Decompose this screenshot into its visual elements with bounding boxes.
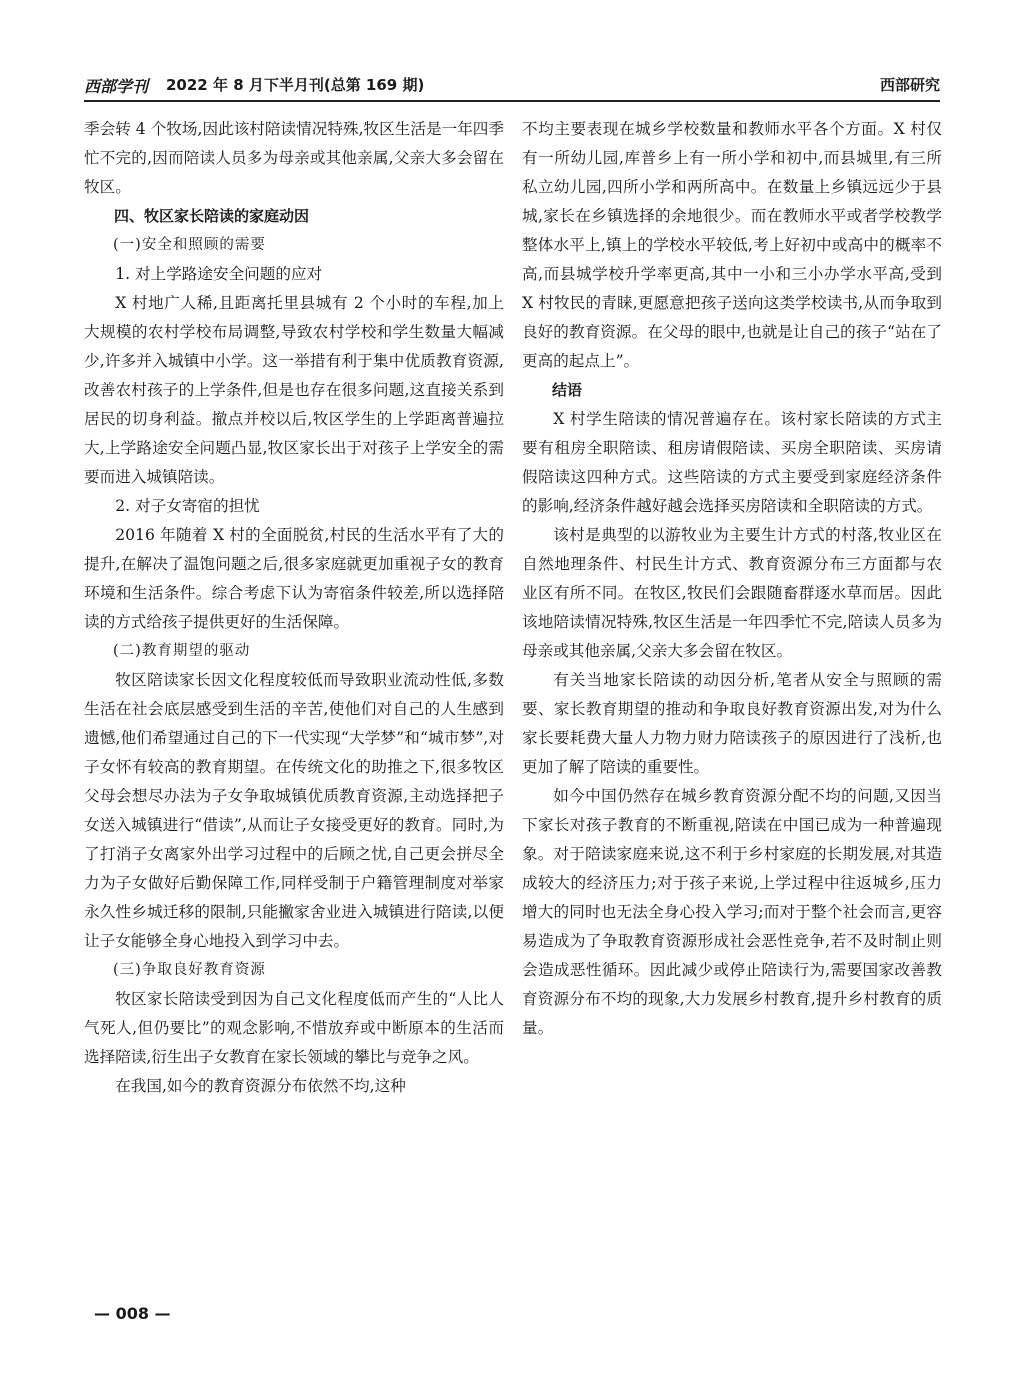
page-number: — 008 — — [94, 1304, 171, 1323]
subsection-heading: (三)争取良好教育资源 — [113, 962, 266, 978]
paragraph: X 村学生陪读的情况普遍存在。该村家长陪读的方式主要有租房全职陪读、租房请假陪读、买房全职陪读、买房请假陪读这四种方式。这些陪读的方式主要受到家庭经济条件的影响,经济条件越好越会选择买房陪读和全职陪读的方式。 — [522, 410, 942, 515]
section-heading: 四、牧区家长陪读的家庭动因 — [114, 207, 310, 225]
paragraph: 牧区陪读家长因文化程度较低而导致职业流动性低,多数生活在社会底层感受到生活的辛苦,使他们对自己的人生感到遗憾,他们希望通过自己的下一代实现“大学梦”和“城市梦”,对子女怀有较高的教育期望。在传统文化的助推之下,很多牧区父母会想尽办法为子女争取城镇优质教育资源,主动选择把子女送入城镇进行“借读”,从而让子女接受更好的教育。同时,为了打消子女离家外出学习过程中的后顾之忧,自己更会拼尽全力为子女做好后勤保障工作,同样受制于户籍管理制度对举家永久性乡城迁移的限制,只能撇家舍业进入城镇进行陪读,以便让子女能够全身心地投入到学习中去。 — [84, 671, 504, 950]
paragraph: 在我国,如今的教育资源分布依然不均,这种 — [115, 1077, 406, 1095]
subsection-heading: (一)安全和照顾的需要 — [113, 237, 266, 253]
paragraph: 有关当地家长陪读的动因分析,笔者从安全与照顾的需要、家长教育期望的推动和争取良好教育资源出发,对为什么家长要耗费大量人力物力财力陪读孩子的原因进行了浅析,也更加了解了陪读的重要性。 — [522, 671, 942, 776]
section-heading: 结语 — [552, 381, 583, 399]
paragraph-continued: 不均主要表现在城乡学校数量和教师水平各个方面。X 村仅有一所幼儿园,库普乡上有一所小学和初中,而县城里,有三所私立幼儿园,四所小学和两所高中。在数量上乡镇远远少于县城,家长在乡镇选择的余地很少。而在教师水平或者学校教学整体水平上,镇上的学校水平较低,考上好初中或高中的概率不高,而县城学校升学率更高,其中一小和三小办学水平高,受到 X 村牧民的青睐,更愿意把孩子送向这类学校读书,从而争取到良好的教育资源。在父母的眼中,也就是让自己的孩子“站在了更高的起点上”。 — [522, 120, 942, 370]
paragraph: 牧区家长陪读受到因为自己文化程度低而产生的“人比人气死人,但仍要比”的观念影响,不惜放弃或中断原本的生活而选择陪读,衍生出子女教育在家长领域的攀比与竞争之风。 — [84, 990, 504, 1066]
running-header — [84, 70, 940, 102]
subsection-heading: (二)教育期望的驱动 — [113, 643, 251, 659]
issue-info: 2022 年 8 月下半月刊(总第 169 期) — [166, 76, 425, 94]
paragraph: X 村地广人稀,且距离托里县城有 2 个小时的车程,加上大规模的农村学校布局调整,导致农村学校和学生数量大幅减少,许多并入城镇中小学。这一举措有利于集中优质教育资源,改善农村孩子的上学条件,但是也存在很多问题,这直接关系到居民的切身利益。撤点并校以后,牧区学生的上学距离普遍拉大,上学路途安全问题凸显,牧区家长出于对孩子上学安全的需要而进入城镇陪读。 — [84, 294, 504, 486]
paragraph-continued: 季会转 4 个牧场,因此该村陪读情况特殊,牧区生活是一年四季忙不完的,因而陪读人员多为母亲或其他亲属,父亲大多会留在牧区。 — [84, 120, 504, 196]
sub-subsection-heading: 2. 对子女寄宿的担忧 — [115, 497, 260, 515]
paragraph: 如今中国仍然存在城乡教育资源分配不均的问题,又因当下家长对孩子教育的不断重视,陪读在中国已成为一种普遍现象。对于陪读家庭来说,这不利于乡村家庭的长期发展,对其造成较大的经济压力;对于孩子来说,上学过程中往返城乡,压力增大的同时也无法全身心投入学习;而对于整个社会而言,更容易造成为了争取教育资源形成社会恶性竞争,若不及时制止则会造成恶性循环。因此减少或停止陪读行为,需要国家改善教育资源分布不均的现象,大力发展乡村教育,提升乡村教育的质量。 — [522, 787, 942, 1037]
section-name: 西部研究 — [879, 76, 940, 94]
sub-subsection-heading: 1. 对上学路途安全问题的应对 — [115, 265, 323, 283]
journal-logo: 西部学刊 — [84, 77, 149, 96]
paragraph: 该村是典型的以游牧业为主要生计方式的村落,牧业区在自然地理条件、村民生计方式、教育资源分布三方面都与农业区有所不同。在牧区,牧民们会跟随畜群逐水草而居。因此该地陪读情况特殊,牧区生活是一年四季忙不完,陪读人员多为母亲或其他亲属,父亲大多会留在牧区。 — [522, 526, 942, 660]
right-column — [522, 115, 942, 1043]
left-column — [84, 115, 504, 1101]
paragraph: 2016 年随着 X 村的全面脱贫,村民的生活水平有了大的提升,在解决了温饱问题之后,很多家庭就更加重视子女的教育环境和生活条件。综合考虑下认为寄宿条件较差,所以选择陪读的方式给孩子提供更好的生活保障。 — [84, 526, 504, 631]
